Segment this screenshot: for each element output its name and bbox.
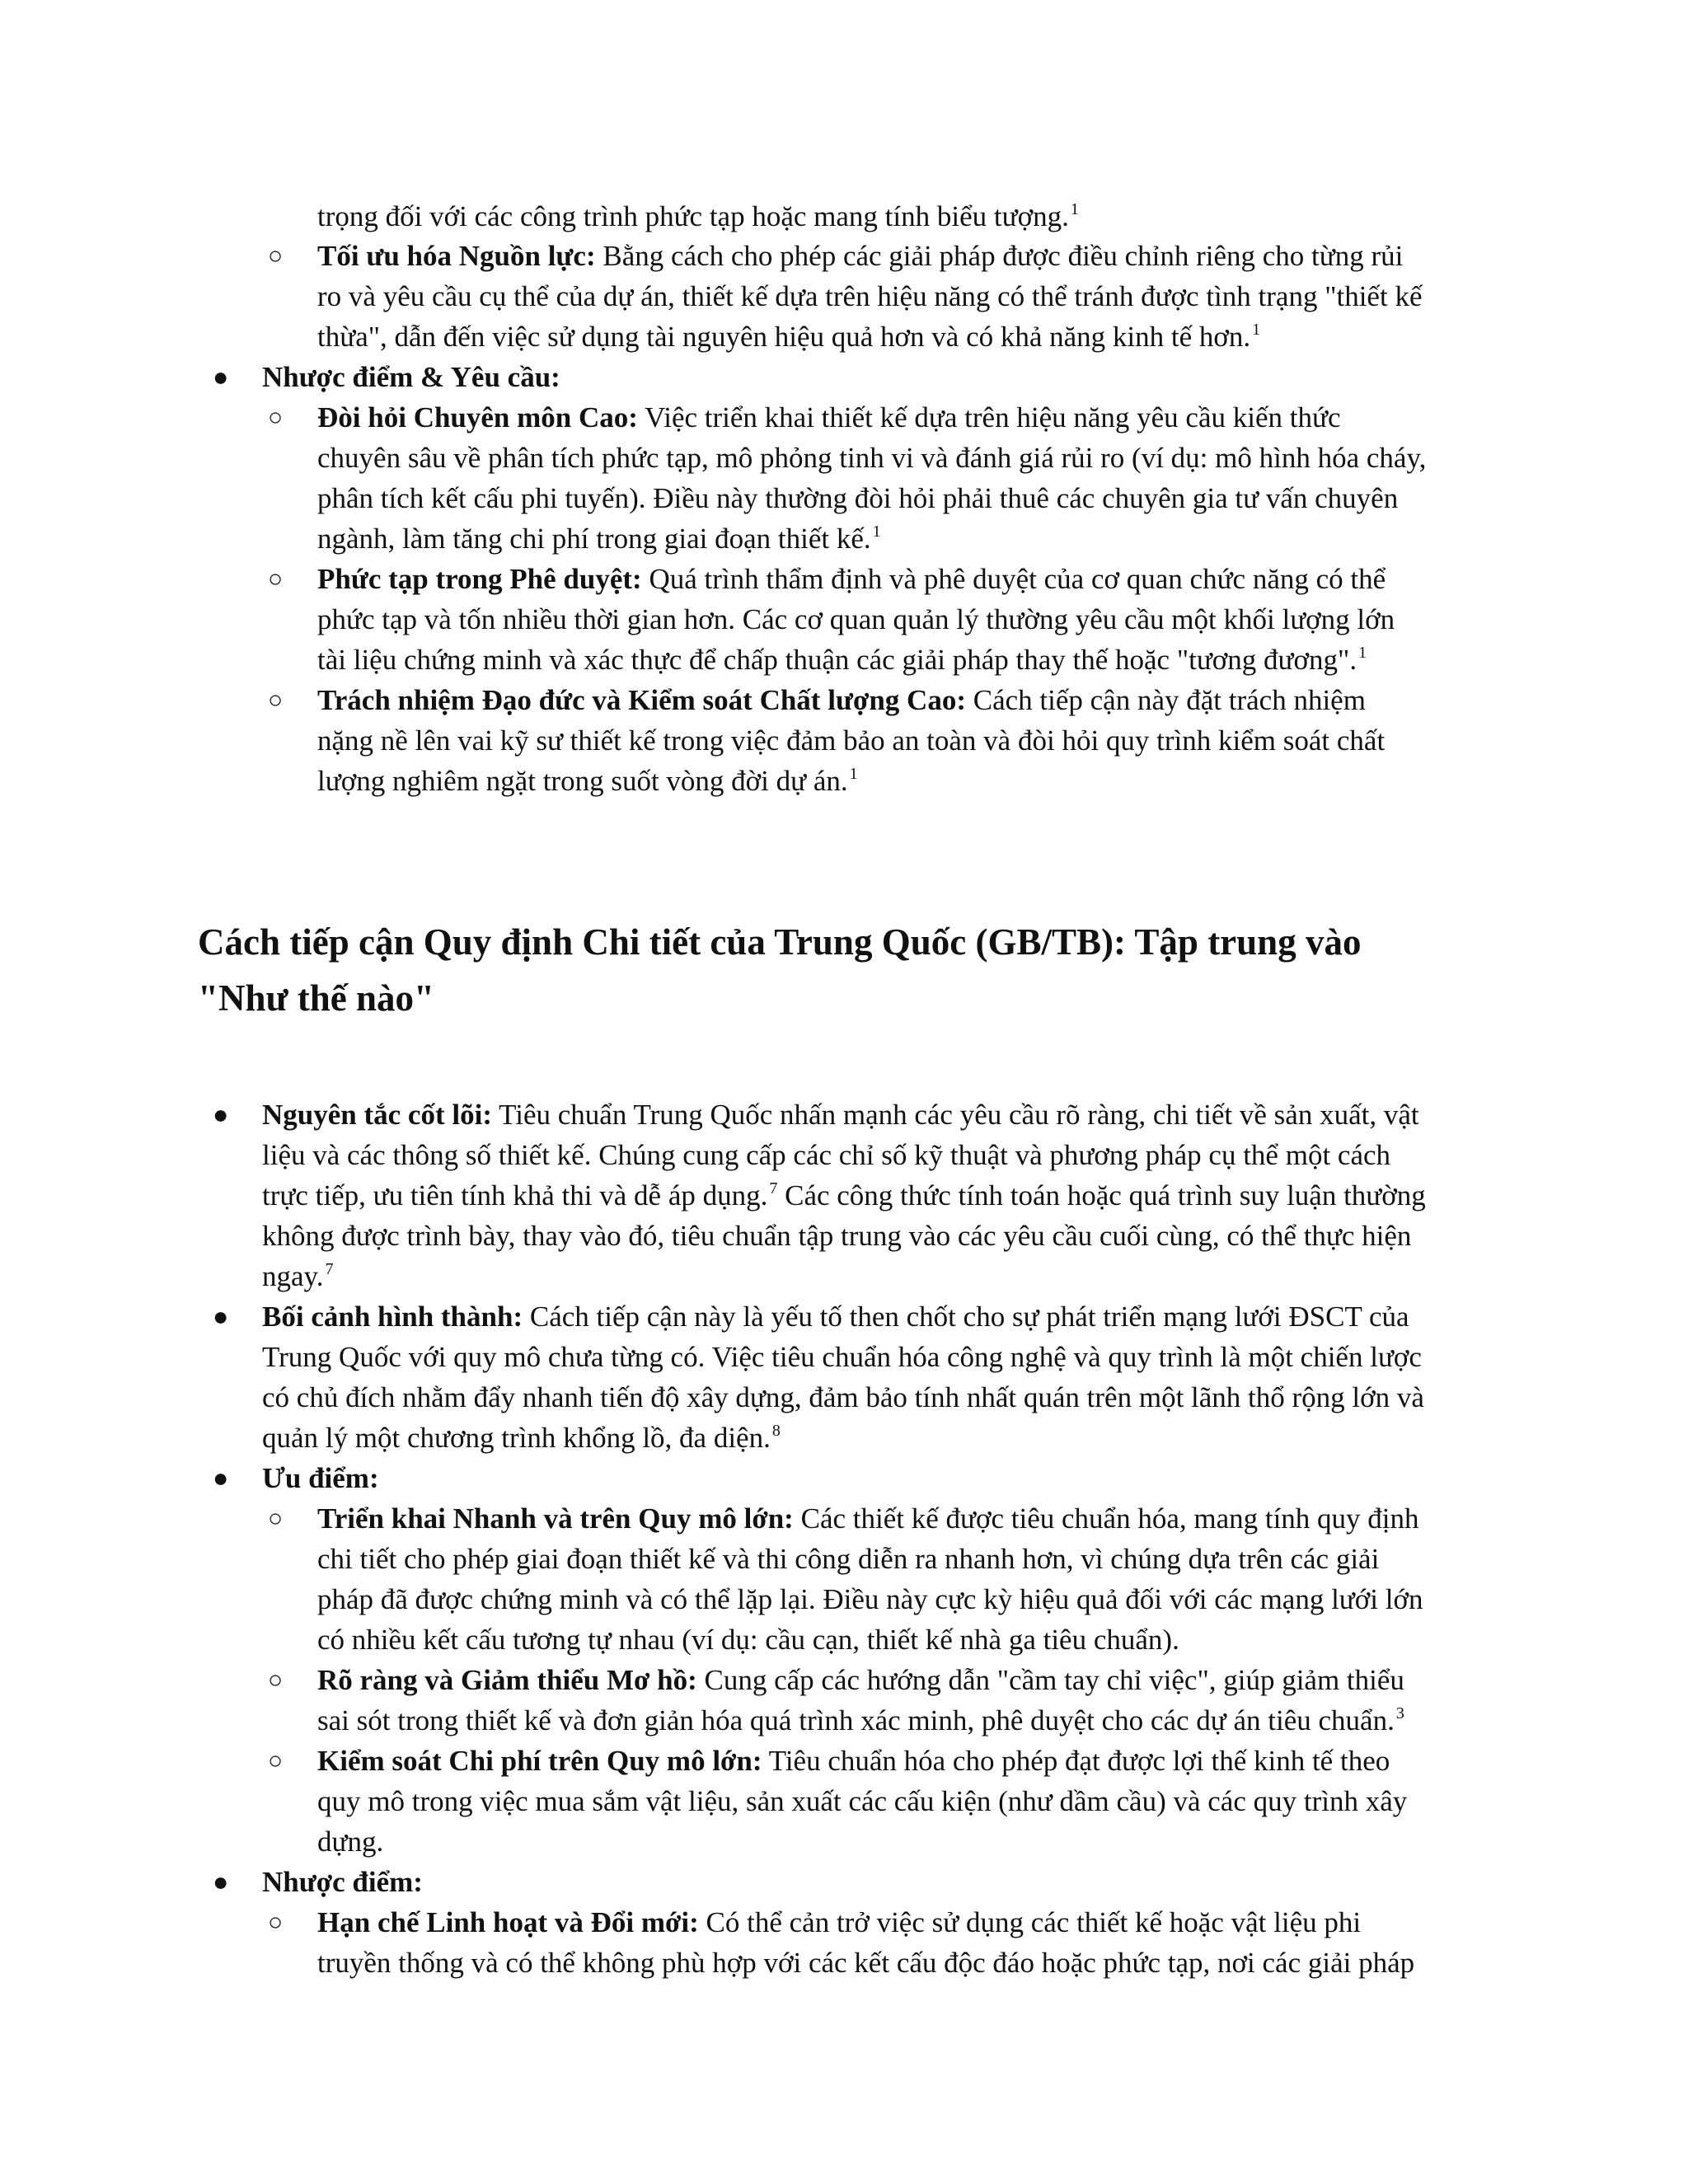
paragraph-line: phân tích kết cấu phi tuyến). Điều này thường đòi hỏi phải thuê các chuyên gia tư vấn chuyên	[317, 482, 1399, 514]
list-item-doi-hoi: Đòi hỏi Chuyên môn Cao: Việc triển khai thiết kế dựa trên hiệu năng yêu cầu kiến thức	[317, 401, 1341, 434]
footnote-ref: 1	[1070, 200, 1079, 218]
paragraph-line: chi tiết cho phép giai đoạn thiết kế và thi công diễn ra nhanh hơn, vì chúng dựa trên các giải	[317, 1543, 1380, 1575]
paragraph-line: có nhiều kết cấu tương tự nhau (ví dụ: cầu cạn, thiết kế nhà ga tiêu chuẩn).	[317, 1624, 1179, 1656]
sub-bullet-icon: ○	[268, 1666, 284, 1694]
footnote-ref: 1	[1252, 321, 1261, 339]
list-item-title: Phức tạp trong Phê duyệt:	[317, 563, 642, 595]
sub-bullet-icon: ○	[268, 1909, 284, 1936]
list-item-toi-uu: Tối ưu hóa Nguồn lực: Bằng cách cho phép các giải pháp được điều chỉnh riêng cho từng rủi	[317, 240, 1404, 272]
footnote-ref: 3	[1395, 1704, 1404, 1722]
footnote-ref: 7	[769, 1179, 778, 1197]
list-item-han-che: Hạn chế Linh hoạt và Đổi mới: Có thể cản trở việc sử dụng các thiết kế hoặc vật liệu phi	[317, 1906, 1362, 1938]
paragraph-line: liệu và các thông số thiết kế. Chúng cung cấp các chỉ số kỹ thuật và phương pháp cụ thể một cách	[262, 1139, 1391, 1171]
list-item-title: Trách nhiệm Đạo đức và Kiểm soát Chất lượng Cao:	[317, 684, 966, 716]
list-item-trien-khai: Triển khai Nhanh và trên Quy mô lớn: Các thiết kế được tiêu chuẩn hóa, mang tính quy định	[317, 1502, 1419, 1535]
footnote-ref: 1	[872, 523, 881, 541]
list-heading-nhuoc-diem: Nhược điểm:	[262, 1866, 423, 1898]
paragraph-line: truyền thống và có thể không phù hợp với các kết cấu độc đáo hoặc phức tạp, nơi các giải pháp	[317, 1947, 1415, 1979]
footnote-ref: 1	[849, 765, 858, 783]
paragraph-line: dựng.	[317, 1825, 384, 1858]
list-heading-nhuoc-diem-yeu-cau: Nhược điểm & Yêu cầu:	[262, 361, 560, 393]
list-item-title: Bối cảnh hình thành:	[262, 1301, 523, 1333]
footnote-ref: 1	[1358, 644, 1367, 662]
list-item-phuc-tap: Phức tạp trong Phê duyệt: Quá trình thẩm định và phê duyệt của cơ quan chức năng có thể	[317, 563, 1386, 595]
list-item-trach-nhiem: Trách nhiệm Đạo đức và Kiểm soát Chất lượng Cao: Cách tiếp cận này đặt trách nhiệm	[317, 684, 1366, 716]
paragraph-line: Trung Quốc với quy mô chưa từng có. Việc tiêu chuẩn hóa công nghệ và quy trình là một chiến lược	[262, 1341, 1422, 1373]
bullet-icon: ●	[213, 1301, 229, 1331]
list-heading-uu-diem: Ưu điểm:	[262, 1462, 379, 1494]
paragraph-line: trực tiếp, ưu tiên tính khả thi và dễ áp dụng. $^7$ Các công thức tính toán hoặc quá trình suy luận thường	[262, 1179, 1426, 1212]
paragraph-line: phức tạp và tốn nhiều thời gian hơn. Các cơ quan quản lý thường yêu cầu một khối lượng lớn	[317, 603, 1395, 635]
paragraph-line: không được trình bày, thay vào đó, tiêu chuẩn tập trung vào các yêu cầu cuối cùng, có thể thực hiện	[262, 1220, 1412, 1252]
paragraph-line: nặng nề lên vai kỹ sư thiết kế trong việc đảm bảo an toàn và đòi hỏi quy trình kiểm soát chất	[317, 724, 1386, 757]
paragraph-line: quy mô trong việc mua sắm vật liệu, sản xuất các cấu kiện (như dầm cầu) và các quy trình xây	[317, 1785, 1408, 1817]
paragraph-line: ngành, làm tăng chi phí trong giai đoạn thiết kế. $^1$	[317, 523, 881, 555]
list-item-kiem-soat: Kiểm soát Chi phí trên Quy mô lớn: Tiêu chuẩn hóa cho phép đạt được lợi thế kinh tế theo	[317, 1745, 1390, 1777]
paragraph-line: lượng nghiêm ngặt trong suốt vòng đời dự án. $^1$	[317, 765, 858, 797]
paragraph-line: thừa", dẫn đến việc sử dụng tài nguyên hiệu quả hơn và có khả năng kinh tế hơn. $^1$	[317, 321, 1261, 353]
list-item-title: Triển khai Nhanh và trên Quy mô lớn:	[317, 1502, 794, 1535]
paragraph-line: chuyên sâu về phân tích phức tạp, mô phỏng tinh vi và đánh giá rủi ro (ví dụ: mô hình hóa cháy,	[317, 442, 1427, 474]
footnote-ref: 7	[325, 1260, 334, 1278]
paragraph-line: sai sót trong thiết kế và đơn giản hóa quá trình xác minh, phê duyệt cho các dự án tiêu chuẩn. $^3$	[317, 1704, 1404, 1736]
sub-bullet-icon: ○	[268, 1505, 284, 1532]
paragraph-line: ngay. $^7$	[262, 1260, 334, 1292]
list-item-title: Tối ưu hóa Nguồn lực:	[317, 240, 596, 272]
list-item-title: Rõ ràng và Giảm thiểu Mơ hồ:	[317, 1664, 697, 1696]
paragraph-line: pháp đã được chứng minh và có thể lặp lại. Điều này cực kỳ hiệu quả đối với các mạng lưới lớn	[317, 1583, 1423, 1615]
paragraph-line: có chủ đích nhằm đẩy nhanh tiến độ xây dựng, đảm bảo tính nhất quán trên một lãnh thổ rộng lớn và	[262, 1381, 1424, 1413]
bullet-icon: ●	[213, 1463, 229, 1493]
sub-bullet-icon: ○	[268, 404, 284, 431]
paragraph-line: quản lý một chương trình khổng lồ, đa diện. $^8$	[262, 1422, 781, 1454]
list-item-boi-canh: Bối cảnh hình thành: Cách tiếp cận này là yếu tố then chốt cho sự phát triển mạng lưới ĐSCT của	[262, 1301, 1409, 1333]
sub-bullet-icon: ○	[268, 242, 284, 269]
list-item-title: Kiểm soát Chi phí trên Quy mô lớn:	[317, 1745, 762, 1777]
sub-bullet-icon: ○	[268, 687, 284, 714]
section-heading-line-1: Cách tiếp cận Quy định Chi tiết của Trung Quốc (GB/TB): Tập trung vào	[198, 921, 1362, 963]
bullet-icon: ●	[213, 1867, 229, 1896]
list-item-title: Đòi hỏi Chuyên môn Cao:	[317, 401, 638, 434]
sub-bullet-icon: ○	[268, 1747, 284, 1774]
list-item-ro-rang: Rõ ràng và Giảm thiểu Mơ hồ: Cung cấp các hướng dẫn "cầm tay chỉ việc", giúp giảm thiểu	[317, 1664, 1404, 1696]
list-item-title: Nguyên tắc cốt lõi:	[262, 1099, 492, 1131]
list-item-title: Hạn chế Linh hoạt và Đổi mới:	[317, 1906, 699, 1938]
paragraph-line: ro và yêu cầu cụ thể của dự án, thiết kế dựa trên hiệu năng có thể tránh được tình trạng "thiết kế	[317, 280, 1423, 312]
bullet-icon: ●	[213, 1099, 229, 1129]
footnote-ref: 8	[771, 1422, 781, 1440]
section-heading-line-2: "Như thế nào"	[198, 977, 435, 1019]
list-item-nguyen-tac: Nguyên tắc cốt lõi: Tiêu chuẩn Trung Quốc nhấn mạnh các yêu cầu rõ ràng, chi tiết về sản xuất, vật	[262, 1099, 1419, 1131]
sub-bullet-icon: ○	[268, 565, 284, 593]
paragraph-line: trọng đối với các công trình phức tạp hoặc mang tính biểu tượng. $^1$	[317, 200, 1079, 232]
paragraph-line: tài liệu chứng minh và xác thực để chấp thuận các giải pháp thay thế hoặc "tương đương". $^1$	[317, 644, 1367, 676]
bullet-icon: ●	[213, 362, 229, 391]
